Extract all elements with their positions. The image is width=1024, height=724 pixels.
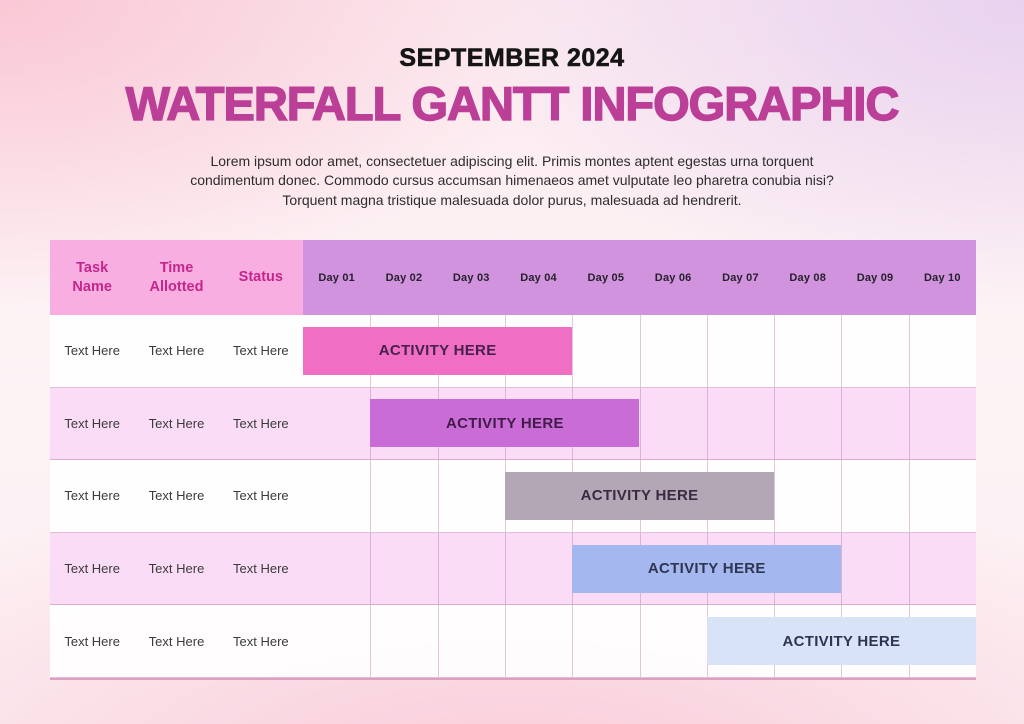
table-header-left <box>50 240 303 315</box>
description-text: Lorem ipsum odor amet, consectetuer adipiscing elit. Primis montes aptent egestas urna torquent condimentum donec. Commodo cursus accumsan himenaeos amet vulputate leo pharetra conubia nisi? Torquent magna tristique malesuada dolor purus, malesuada ad hendrerit. <box>190 153 834 208</box>
status-cell: Text Here <box>233 415 289 431</box>
day-header-cell: Day 04 <box>520 271 557 284</box>
day-grid <box>303 533 976 605</box>
gantt-bar: ACTIVITY HERE <box>505 472 774 520</box>
gantt-bar: ACTIVITY HERE <box>303 327 572 375</box>
row-left-cells <box>50 533 303 605</box>
grid-line <box>640 388 641 460</box>
day-header-row <box>303 240 976 315</box>
day-header-cell: Day 03 <box>452 271 490 284</box>
day-grid <box>303 605 976 677</box>
grid-line <box>774 388 775 460</box>
time-allotted-cell: Text Here <box>148 343 205 359</box>
row-left-cells <box>50 315 303 387</box>
column-header-label: Time Allotted <box>149 260 204 295</box>
column-header-task-name <box>50 240 134 315</box>
column-header-label: Status <box>238 269 283 286</box>
grid-line <box>370 460 371 532</box>
table-row <box>50 388 976 461</box>
gantt-bar: ACTIVITY HERE <box>370 399 639 447</box>
gantt-body <box>50 315 976 678</box>
status-cell: Text Here <box>233 488 289 504</box>
status-cell: Text Here <box>233 561 289 577</box>
day-header-cell: Day 07 <box>722 271 759 284</box>
grid-line <box>505 605 506 677</box>
time-allotted-cell: Text Here <box>148 488 205 504</box>
grid-line <box>370 533 371 605</box>
day-grid <box>303 315 976 387</box>
task-name-cell: Text Here <box>64 415 120 431</box>
day-header-cell: Day 01 <box>318 271 355 284</box>
grid-line <box>640 315 641 387</box>
table-row <box>50 460 976 533</box>
grid-line <box>438 533 439 605</box>
grid-line <box>909 460 910 532</box>
grid-line <box>707 315 708 387</box>
gantt-table <box>50 240 976 680</box>
column-header-time-allotted <box>134 240 218 315</box>
grid-line <box>370 605 371 677</box>
time-allotted-cell: Text Here <box>148 415 205 431</box>
grid-line <box>909 315 910 387</box>
task-name-cell: Text Here <box>64 488 120 504</box>
grid-line <box>909 533 910 605</box>
day-header-cell: Day 09 <box>856 271 894 284</box>
day-header-cell: Day 06 <box>654 271 692 284</box>
table-row <box>50 605 976 678</box>
grid-line <box>438 460 439 532</box>
grid-line <box>640 605 641 677</box>
grid-line <box>438 605 439 677</box>
gantt-bar: ACTIVITY HERE <box>572 545 841 593</box>
day-header-cell: Day 10 <box>923 271 961 284</box>
table-header <box>50 240 976 315</box>
row-left-cells <box>50 388 303 460</box>
row-left-cells <box>50 605 303 677</box>
grid-line <box>572 605 573 677</box>
grid-line <box>841 388 842 460</box>
time-allotted-cell: Text Here <box>148 561 205 577</box>
column-header-label: Task Name <box>72 260 112 295</box>
day-grid <box>303 388 976 460</box>
table-row <box>50 315 976 388</box>
day-header-cell: Day 05 <box>587 271 625 284</box>
grid-line <box>909 388 910 460</box>
day-header-cell: Day 02 <box>385 271 423 284</box>
grid-line <box>505 533 506 605</box>
task-name-cell: Text Here <box>64 633 120 649</box>
page-title: WATERFALL GANTT INFOGRAPHIC <box>125 77 899 130</box>
grid-line <box>841 533 842 605</box>
day-grid <box>303 460 976 532</box>
day-header-cell: Day 08 <box>789 271 827 284</box>
grid-line <box>841 315 842 387</box>
task-name-cell: Text Here <box>64 343 120 359</box>
column-header-status <box>219 240 303 315</box>
status-cell: Text Here <box>233 633 289 649</box>
grid-line <box>841 460 842 532</box>
grid-line <box>572 315 573 387</box>
time-allotted-cell: Text Here <box>148 633 205 649</box>
grid-line <box>774 460 775 532</box>
task-name-cell: Text Here <box>64 561 120 577</box>
row-left-cells <box>50 460 303 532</box>
gantt-bar: ACTIVITY HERE <box>707 617 976 665</box>
grid-line <box>774 315 775 387</box>
period-label: SEPTEMBER 2024 <box>399 44 625 72</box>
status-cell: Text Here <box>233 343 289 359</box>
table-row <box>50 533 976 606</box>
grid-line <box>707 388 708 460</box>
